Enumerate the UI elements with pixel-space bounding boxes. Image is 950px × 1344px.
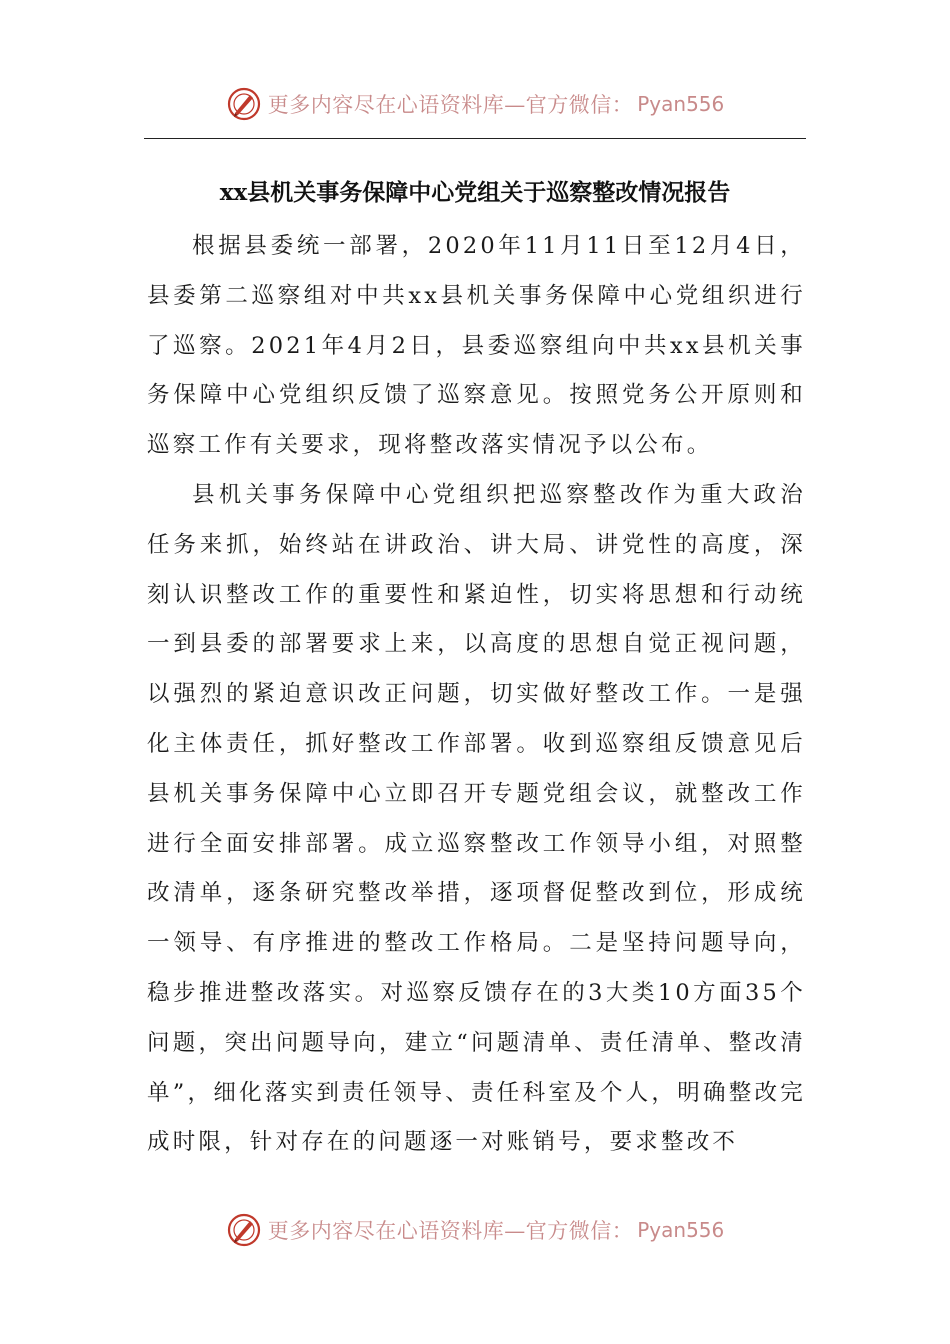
pen-logo-icon <box>226 1212 262 1248</box>
banner-wechat-id: Pyan556 <box>637 92 725 116</box>
header-rule <box>144 138 806 139</box>
paragraph: 根据县委统一部署，2020年11月11日至12月4日，县委第二巡察组对中共xx县机关事务保障中心党组织进行了巡察。2021年4月2日，县委巡察组向中共xx县机关事务保障中心党组织反馈了巡察意见。按照党务公开原则和巡察工作有关要求，现将整改落实情况予以公布。 <box>147 233 806 459</box>
banner-wechat-id: Pyan556 <box>637 1218 725 1242</box>
footer-watermark-banner <box>0 1208 950 1252</box>
header-watermark-banner <box>0 82 950 126</box>
banner-text: 更多内容尽在心语资料库—官方微信： <box>267 93 634 117</box>
document-body <box>147 222 806 1168</box>
document-title: xx县机关事务保障中心党组关于巡察整改情况报告 <box>219 179 731 206</box>
paragraph: 县机关事务保障中心党组织把巡察整改作为重大政治任务来抓，始终站在讲政治、讲大局、讲党性的高度，深刻认识整改工作的重要性和紧迫性，切实将思想和行动统一到县委的部署要求上来，以高度的思想自觉正视问题，以强烈的紧迫意识改正问题，切实做好整改工作。一是强化主体责任，抓好整改工作部署。收到巡察组反馈意见后县机关事务保障中心立即召开专题党组会议，就整改工作进行全面安排部署。成立巡察整改工作领导小组，对照整改清单，逐条研究整改举措，逐项督促整改到位，形成统一领导、有序推进的整改工作格局。二是坚持问题导向，稳步推进整改落实。对巡察反馈存在的3大类10方面35个问题，突出问题导向，建立“问题清单、责任清单、整改清单”，细化落实到责任领导、责任科室及个人，明确整改完成时限，针对存在的问题逐一对账销号，要求整改不 <box>147 481 806 1156</box>
banner-text: 更多内容尽在心语资料库—官方微信： <box>267 1219 634 1243</box>
pen-logo-icon <box>226 86 262 122</box>
